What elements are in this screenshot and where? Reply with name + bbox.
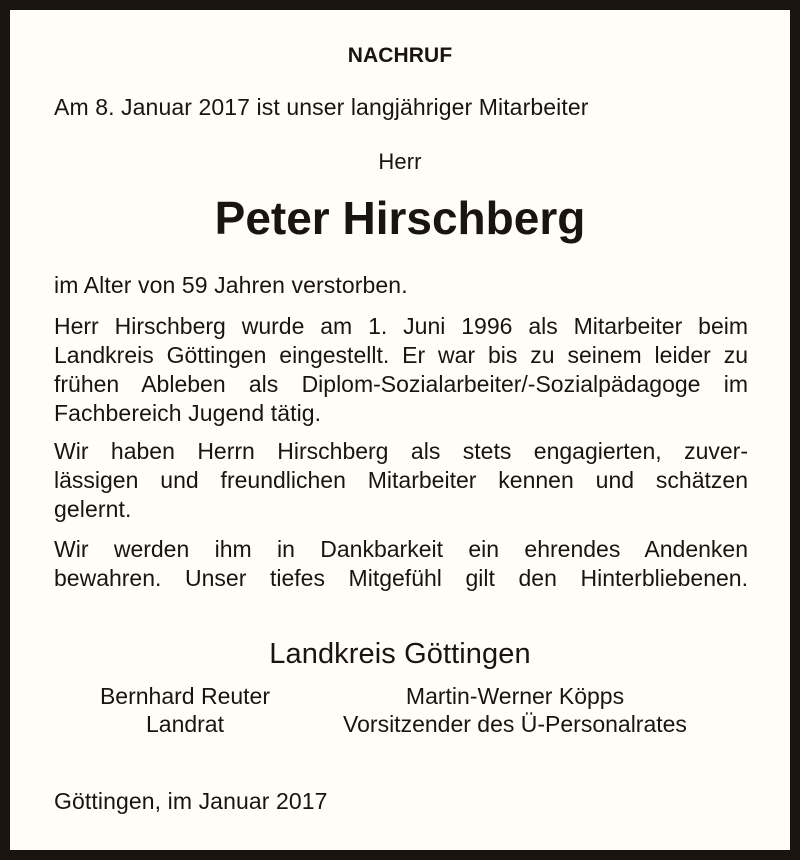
signatory-name: Martin-Werner Köpps [405, 683, 625, 709]
signatory-role: Landrat [145, 711, 224, 737]
notice-heading: NACHRUF [347, 44, 453, 67]
age-line: im Alter von 59 Jahren verstorben. [54, 272, 408, 298]
paragraph2-line: lässigen und freundlichen Mitarbeiter kennen und schätzen [54, 467, 748, 493]
paragraph1-line: frühen Ableben als Diplom-Sozialarbeiter/-Sozialpädagoge im [54, 371, 748, 397]
paragraph1-line: Landkreis Göttingen eingestellt. Er war bis zu seinem leider zu [54, 342, 748, 368]
place-date: Göttingen, im Januar 2017 [54, 788, 328, 814]
signatory-role: Vorsitzender des Ü-Personalrates [343, 711, 687, 737]
signatory-name: Bernhard Reuter [99, 683, 271, 709]
deceased-name: Peter Hirschberg [214, 192, 586, 244]
organization-name: Landkreis Göttingen [269, 638, 531, 670]
salutation: Herr [378, 149, 422, 174]
paragraph3-line: Wir werden ihm in Dankbarkeit ein ehrendes Andenken [54, 536, 748, 562]
paragraph1-line: Herr Hirschberg wurde am 1. Juni 1996 als Mitarbeiter beim [54, 313, 748, 339]
paragraph2-line: Wir haben Herrn Hirschberg als stets engagierten, zuver- [54, 438, 748, 464]
intro-line: Am 8. Januar 2017 ist unser langjähriger Mitarbeiter [54, 94, 589, 120]
paragraph2-line: gelernt. [54, 496, 132, 522]
paragraph1-line: Fachbereich Jugend tätig. [54, 400, 322, 426]
paragraph3-line: bewahren. Unser tiefes Mitgefühl gilt den Hinterbliebenen. [54, 565, 748, 591]
